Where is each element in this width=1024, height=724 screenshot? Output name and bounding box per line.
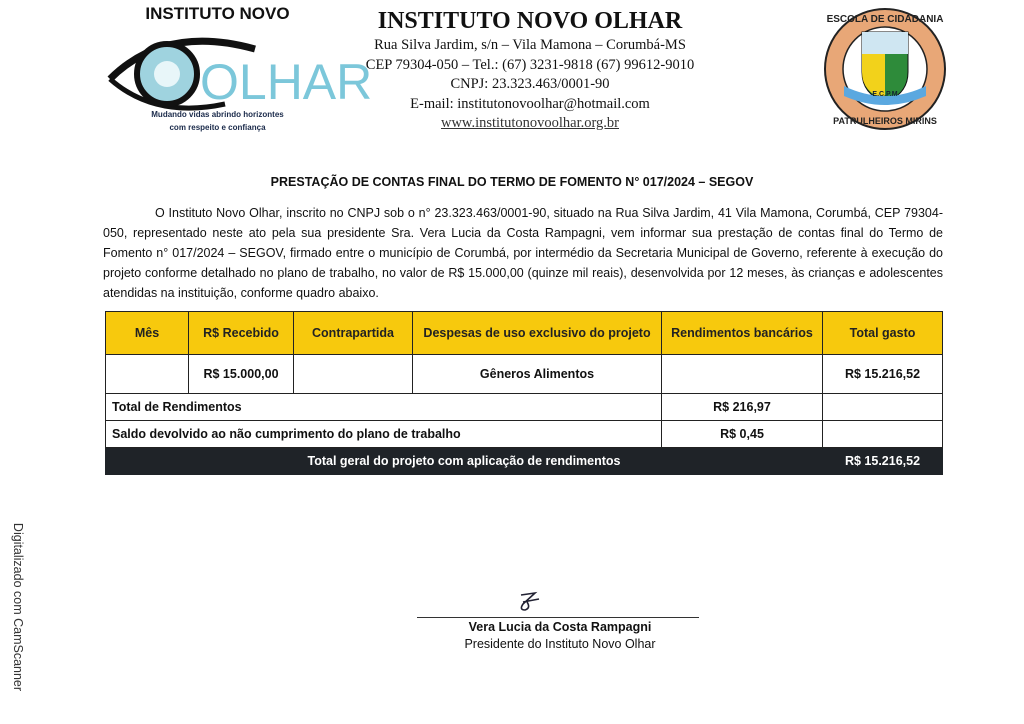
logo-title: INSTITUTO NOVO bbox=[145, 4, 290, 23]
logo-tagline-2: com respeito e confiança bbox=[169, 123, 266, 132]
letterhead-cnpj: CNPJ: 23.323.463/0001-90 bbox=[450, 76, 610, 92]
letterhead bbox=[340, 6, 720, 134]
document-title: PRESTAÇÃO DE CONTAS FINAL DO TERMO DE FOMENTO N° 017/2024 – SEGOV bbox=[270, 175, 754, 189]
logo-wordmark: OLHAR bbox=[200, 54, 373, 110]
document-paragraph: O Instituto Novo Olhar, inscrito no CNPJ sob o n° 23.323.463/0001-90, situado na Rua Silva Jardim, 41 Vila Mamona, Corumbá, CEP 79304-050, representado neste ato pela sua presidente Sra. Vera Lucia da Costa Rampagni, vem informar sua prestação de contas final do Termo de Fomento n° 017/2024 – SEGOV, firmado entre o município de Corumbá, por intermédio da Secretaria Municipal de Governo, referente à execução do projeto conforme detalhado no plano de trabalho, no valor de R$ 15.000,00 (quinze mil reais), desenvolvida por 12 meses, às crianças e adolescentes atendidas na instituição, conforme quadro abaixo. bbox=[103, 206, 943, 300]
signature-scribble-icon bbox=[515, 590, 545, 614]
cell-despesas: Gêneros Alimentos bbox=[413, 355, 662, 394]
saldo-row bbox=[106, 421, 943, 448]
cell-recebido: R$ 15.000,00 bbox=[189, 355, 294, 394]
empty-cell bbox=[823, 394, 943, 421]
scanner-watermark: Digitalizado com CamScanner bbox=[11, 522, 25, 692]
letterhead-title: INSTITUTO NOVO OLHAR bbox=[377, 8, 683, 34]
saldo-label: Saldo devolvido ao não cumprimento do plano de trabalho bbox=[106, 421, 662, 448]
signature-line bbox=[417, 617, 699, 618]
logo-tagline-1: Mudando vidas abrindo horizontes bbox=[151, 110, 284, 119]
seal-top-text: ESCOLA DE CIDADANIA bbox=[826, 14, 944, 25]
empty-cell bbox=[823, 421, 943, 448]
letterhead-email: E-mail: institutonovoolhar@hotmail.com bbox=[410, 95, 650, 112]
institute-logo bbox=[105, 4, 373, 136]
total-rendimentos-row bbox=[106, 394, 943, 421]
school-seal-icon bbox=[822, 4, 948, 134]
total-rendimentos-value: R$ 216,97 bbox=[662, 394, 823, 421]
accounts-table bbox=[105, 311, 943, 475]
cell-contrapartida bbox=[294, 355, 413, 394]
table-row bbox=[106, 355, 943, 394]
col-header-mes: Mês bbox=[106, 312, 189, 355]
eye-logo-icon bbox=[105, 24, 373, 114]
letterhead-address: Rua Silva Jardim, s/n – Vila Mamona – Corumbá-MS bbox=[374, 37, 686, 53]
col-header-rendimentos: Rendimentos bancários bbox=[662, 312, 823, 355]
col-header-recebido: R$ Recebido bbox=[189, 312, 294, 355]
saldo-value: R$ 0,45 bbox=[662, 421, 823, 448]
seal-ribbon: E.C.P.M bbox=[872, 91, 898, 98]
cell-mes bbox=[106, 355, 189, 394]
col-header-contrapartida: Contrapartida bbox=[294, 312, 413, 355]
seal-bottom-text: PATRULHEIROS MIRINS bbox=[833, 116, 937, 126]
total-geral-value: R$ 15.216,52 bbox=[823, 448, 943, 475]
cell-total-gasto: R$ 15.216,52 bbox=[823, 355, 943, 394]
letterhead-contact: CEP 79304-050 – Tel.: (67) 3231-9818 (67) 99612-9010 bbox=[365, 56, 695, 73]
total-rendimentos-label: Total de Rendimentos bbox=[106, 394, 662, 421]
total-geral-row bbox=[106, 448, 943, 475]
signatory-name: Vera Lucia da Costa Rampagni bbox=[468, 620, 652, 634]
col-header-total-gasto: Total gasto bbox=[823, 312, 943, 355]
total-geral-label: Total geral do projeto com aplicação de rendimentos bbox=[106, 448, 823, 475]
letterhead-website[interactable]: www.institutonovoolhar.org.br bbox=[440, 115, 620, 131]
col-header-despesas: Despesas de uso exclusivo do projeto bbox=[413, 312, 662, 355]
table-header-row bbox=[106, 312, 943, 355]
cell-rendimentos bbox=[662, 355, 823, 394]
signatory-role: Presidente do Instituto Novo Olhar bbox=[464, 637, 656, 651]
